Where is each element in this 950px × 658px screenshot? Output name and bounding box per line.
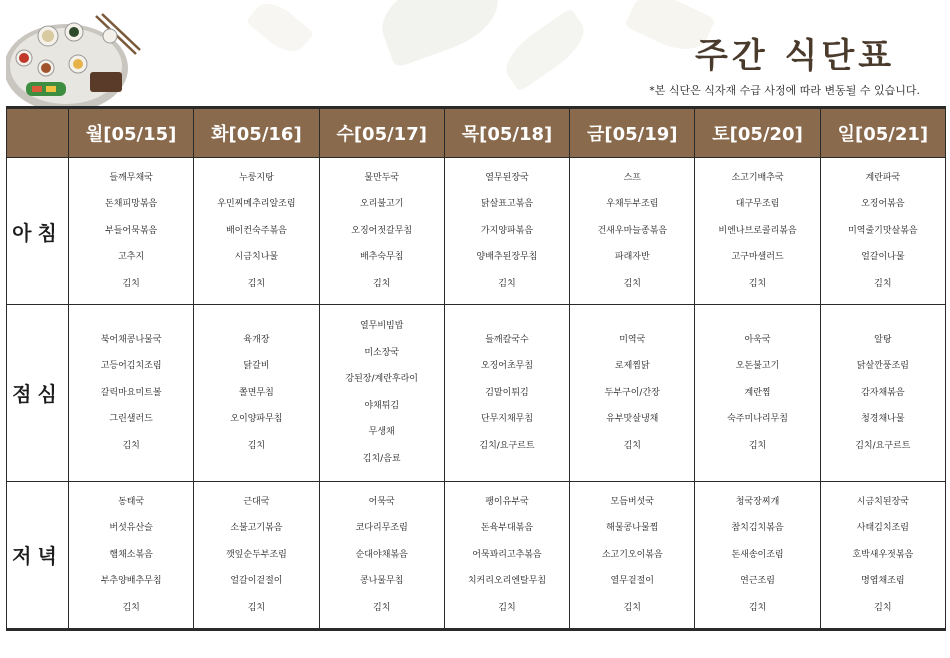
menu-item: 시금치된장국 xyxy=(856,496,909,507)
menu-cell xyxy=(69,481,194,629)
menu-item: 계란찜 xyxy=(744,387,771,398)
menu-cell xyxy=(570,481,695,629)
menu-item: 배추숙무침 xyxy=(359,252,404,263)
menu-item: 모듬버섯국 xyxy=(610,496,654,507)
menu-item: 미소장국 xyxy=(364,347,400,358)
menu-item: 김치 xyxy=(874,602,892,613)
menu-item: 김치 xyxy=(373,602,391,613)
menu-item: 유부맛살냉채 xyxy=(606,414,659,425)
menu-cell xyxy=(570,158,695,305)
menu-item: 깻잎순두부조림 xyxy=(225,549,287,560)
menu-item: 김치 xyxy=(874,278,892,289)
menu-item: 김치 xyxy=(122,440,140,451)
menu-item: 김치 xyxy=(748,278,767,289)
background-leaf xyxy=(246,0,314,60)
menu-item: 동태국 xyxy=(118,496,145,507)
menu-item: 부추양배추무침 xyxy=(100,576,162,587)
meal-row-breakfast xyxy=(7,158,946,305)
menu-item: 참치김치볶음 xyxy=(731,523,784,534)
menu-item: 김치/요구르트 xyxy=(855,440,911,451)
menu-item: 명엽채조림 xyxy=(861,576,905,587)
menu-item: 호박새우젓볶음 xyxy=(852,549,914,560)
menu-item: 돈육부대볶음 xyxy=(480,523,534,534)
menu-item: 콩나물무침 xyxy=(359,576,404,587)
background-leaf xyxy=(497,8,594,92)
menu-item: 김치 xyxy=(373,278,391,289)
menu-cell xyxy=(319,158,444,305)
menu-item: 오징어초무침 xyxy=(480,361,534,372)
menu-item: 북어채콩나물국 xyxy=(100,334,162,345)
menu-item: 버섯유산슬 xyxy=(109,523,153,534)
meal-label: 아침 xyxy=(7,158,69,305)
menu-item: 가지양파볶음 xyxy=(480,225,534,236)
menu-item: 건새우마늘종볶음 xyxy=(597,225,668,236)
menu-item: 들깨칼국수 xyxy=(485,334,529,345)
menu-item: 고구마샐러드 xyxy=(731,252,784,263)
menu-item: 김치 xyxy=(122,278,140,289)
menu-item: 김치 xyxy=(623,278,641,289)
day-header-thu: 목[05/18] xyxy=(444,108,569,158)
menu-cell xyxy=(319,481,444,629)
day-header-wed: 수[05/17] xyxy=(319,108,444,158)
menu-item: 돈채피망볶음 xyxy=(105,199,158,210)
menu-item: 김치 xyxy=(122,602,140,613)
disclaimer-note: *본 식단은 식자재 수급 사정에 따라 변동될 수 있습니다. xyxy=(649,84,920,97)
day-header-tue: 화[05/16] xyxy=(194,108,319,158)
menu-cell xyxy=(570,305,695,481)
day-header-fri: 금[05/19] xyxy=(570,108,695,158)
menu-item: 시금치나물 xyxy=(234,252,279,263)
menu-item: 닭살표고볶음 xyxy=(480,199,534,210)
menu-item: 햄채소볶음 xyxy=(109,549,153,560)
meal-label: 점심 xyxy=(7,305,69,481)
menu-item: 얼갈이겉절이 xyxy=(230,576,283,587)
menu-item: 갈릭마요미트볼 xyxy=(100,387,162,398)
menu-cell xyxy=(194,158,319,305)
menu-item: 닭갈비 xyxy=(243,361,270,372)
menu-cell xyxy=(444,481,569,629)
menu-item: 팽이유부국 xyxy=(485,496,529,507)
menu-item: 어묵국 xyxy=(368,496,395,507)
menu-cell xyxy=(194,305,319,481)
menu-cell xyxy=(69,158,194,305)
page-title: 주간 식단표 xyxy=(695,36,896,76)
menu-item: 미역국 xyxy=(619,334,646,345)
menu-cell xyxy=(444,158,569,305)
menu-item: 물만두국 xyxy=(364,172,400,183)
menu-cell xyxy=(444,305,569,481)
menu-item: 순대야채볶음 xyxy=(355,549,408,560)
menu-item: 청경채나물 xyxy=(861,414,905,425)
menu-item: 비엔나브로콜리볶음 xyxy=(718,225,797,236)
menu-item: 로제찜닭 xyxy=(614,361,650,372)
menu-cell xyxy=(695,305,820,481)
menu-item: 들깨무채국 xyxy=(109,172,153,183)
menu-item: 두부구이/간장 xyxy=(604,387,660,398)
menu-item: 소고기배추국 xyxy=(731,172,784,183)
day-header-mon: 월[05/15] xyxy=(69,108,194,158)
menu-item: 치커리오리엔탈무침 xyxy=(467,576,547,587)
menu-item: 어묵꽈리고추볶음 xyxy=(472,549,542,560)
menu-item: 열무비빔밥 xyxy=(359,321,404,332)
menu-item: 코다리무조림 xyxy=(355,523,408,534)
menu-item: 그린샐러드 xyxy=(109,414,153,425)
menu-item: 김치 xyxy=(623,602,641,613)
menu-item: 김치 xyxy=(748,602,767,613)
menu-item: 아욱국 xyxy=(744,334,771,345)
menu-item: 김치 xyxy=(247,602,266,613)
table-header-row xyxy=(7,108,946,158)
header-corner-cell xyxy=(7,108,69,158)
menu-item: 고등어김치조림 xyxy=(100,361,162,372)
menu-item: 얼갈이나물 xyxy=(861,252,905,263)
menu-item: 육개장 xyxy=(243,334,270,345)
background-leaf xyxy=(372,0,509,68)
menu-item: 알탕 xyxy=(874,334,892,345)
menu-item: 청국장찌개 xyxy=(735,496,780,507)
day-header-sat: 토[05/20] xyxy=(695,108,820,158)
menu-item: 김치 xyxy=(247,440,266,451)
menu-item: 김치 xyxy=(498,278,516,289)
menu-item: 김치 xyxy=(247,278,266,289)
menu-item: 김치 xyxy=(748,440,767,451)
menu-item: 무생채 xyxy=(368,427,395,438)
menu-item: 소불고기볶음 xyxy=(230,523,283,534)
menu-item: 소고기오이볶음 xyxy=(601,549,663,560)
menu-item: 우민찌메추리알조림 xyxy=(217,199,296,210)
menu-item: 근대국 xyxy=(243,496,270,507)
menu-item: 김치 xyxy=(623,440,641,451)
menu-item: 닭살깐풍조림 xyxy=(856,361,909,372)
menu-item: 사태김치조림 xyxy=(856,523,909,534)
menu-item: 김치/요구르트 xyxy=(479,440,535,451)
menu-item: 오돈불고기 xyxy=(735,361,780,372)
menu-item: 오징어볶음 xyxy=(861,199,905,210)
weekly-menu-table xyxy=(6,106,946,631)
menu-item: 숙주미나리무침 xyxy=(727,414,788,425)
menu-item: 대구무조림 xyxy=(735,199,780,210)
menu-item: 해물콩나물찜 xyxy=(606,523,659,534)
menu-cell xyxy=(695,158,820,305)
menu-item: 단무지채무침 xyxy=(480,414,534,425)
menu-item: 오징어젓갈무침 xyxy=(351,225,413,236)
menu-item: 파래자반 xyxy=(614,252,650,263)
meal-row-lunch xyxy=(7,305,946,481)
menu-item: 우채두부조림 xyxy=(606,199,659,210)
menu-item: 야채튀김 xyxy=(364,400,400,411)
menu-cell xyxy=(194,481,319,629)
menu-item: 김치/음료 xyxy=(362,453,401,464)
menu-item: 계란파국 xyxy=(865,172,901,183)
menu-item: 누룽지탕 xyxy=(239,172,274,183)
menu-item: 미역줄기맛살볶음 xyxy=(848,225,918,236)
menu-cell xyxy=(820,481,945,629)
menu-item: 오리불고기 xyxy=(359,199,404,210)
menu-item: 쫄면무침 xyxy=(239,387,274,398)
menu-item: 양배추된장무침 xyxy=(476,252,538,263)
menu-item: 배이컨숙주볶음 xyxy=(225,225,287,236)
menu-item: 돈새송이조림 xyxy=(731,549,784,560)
day-header-sun: 일[05/21] xyxy=(820,108,945,158)
menu-cell xyxy=(820,305,945,481)
meal-label: 저녁 xyxy=(7,481,69,629)
menu-cell xyxy=(69,305,194,481)
meal-plate-icon xyxy=(6,6,144,108)
menu-cell xyxy=(695,481,820,629)
menu-item: 강된장/계란후라이 xyxy=(345,374,418,385)
menu-item: 고추지 xyxy=(118,252,145,263)
menu-item: 스프 xyxy=(623,172,641,183)
menu-item: 연근조림 xyxy=(740,576,775,587)
meal-row-dinner xyxy=(7,481,946,629)
menu-item: 김말이튀김 xyxy=(485,387,529,398)
menu-item: 부들어묵볶음 xyxy=(105,225,158,236)
menu-item: 열무된장국 xyxy=(485,172,529,183)
menu-cell xyxy=(820,158,945,305)
menu-cell xyxy=(319,305,444,481)
menu-item: 김치 xyxy=(498,602,516,613)
menu-item: 오이양파무침 xyxy=(230,414,283,425)
menu-item: 감자채볶음 xyxy=(861,387,905,398)
menu-item: 열무겉절이 xyxy=(610,576,654,587)
